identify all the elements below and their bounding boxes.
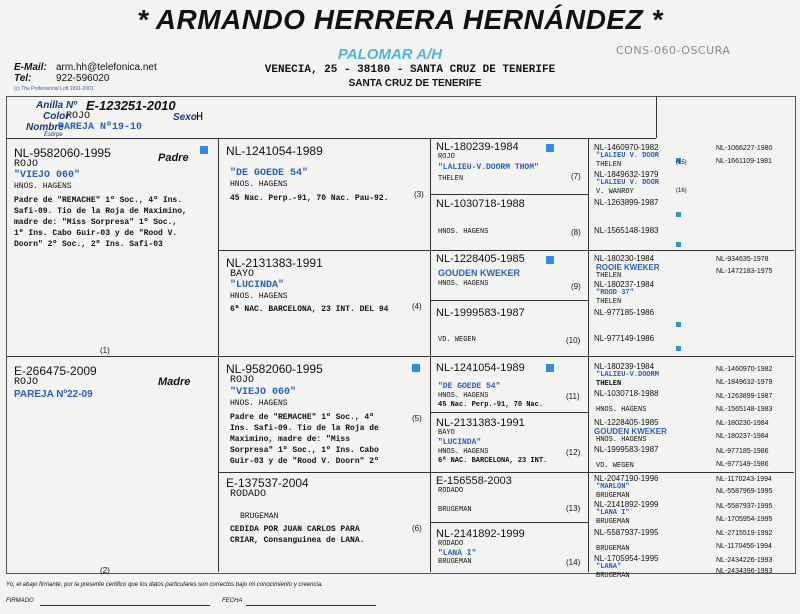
gen2-number: (6) [412, 524, 422, 533]
gen3-number: (14) [566, 558, 581, 567]
gen3-ring: NL-1999583-1987 [436, 307, 525, 319]
firmado-label: FIRMADO [6, 598, 34, 604]
gen3-owner: BRUGEMAN [438, 558, 472, 566]
gen5-ring: NL-2434396-1993 [716, 568, 773, 575]
gen4-name: "LALIEU-V.DOORM [596, 371, 660, 379]
sex-label: Sexo [173, 112, 197, 123]
gen4-owner: VD. WEGEN [596, 462, 634, 470]
subject-color: ROJO [66, 111, 91, 122]
gen4-ring: NL-180239-1984 [594, 362, 655, 371]
divider [430, 138, 431, 572]
color-square [412, 364, 420, 372]
tel-value: 922-596020 [56, 73, 110, 84]
color-square [546, 144, 554, 152]
gen3-number: (12) [566, 448, 581, 457]
gen2-ring: NL-1241054-1989 [226, 144, 323, 158]
gen4-owner: BRUGEMAN [596, 545, 630, 553]
madre-color: ROJO [14, 377, 39, 388]
gen4-ring: NL-977149-1986 [594, 334, 655, 343]
gen2-name: "LUCINDA" [230, 280, 285, 291]
madre-role: Madre [158, 376, 191, 388]
gen5-ring: NL-2715519-1992 [716, 530, 773, 537]
gen3-color: BAYO [438, 429, 455, 437]
gen4-name: GOUDEN KWEKER [594, 427, 667, 436]
gen3-ring: NL-1030718-1988 [436, 198, 525, 210]
email-value: arm.hh@telefonica.net [56, 62, 157, 73]
gen3-number: (7) [571, 172, 581, 181]
gen3-owner: HNOS. HAGENS [438, 280, 489, 288]
gen3-number: (13) [566, 504, 581, 513]
divider [218, 138, 219, 572]
estirpe-label: Estirpe [44, 132, 63, 138]
gen4-owner: THELEN [596, 161, 622, 169]
divider [218, 250, 794, 251]
gen3-number: (10) [566, 336, 581, 345]
color-label: Color [43, 111, 70, 122]
gen4-ring: NL-1030718-1988 [594, 389, 659, 398]
gen2-owner: HNOS. HAGENS [230, 292, 288, 301]
subject-name: PAREJA Nº19-10 [58, 122, 143, 133]
professional-loft-credit: (c) The Professional Loft 1991-2001 [14, 86, 94, 92]
divider [656, 96, 657, 138]
gen2-color: ROJO [230, 375, 255, 386]
gen3-extra: 6ª NAC. BARCELONA, 23 INT. [438, 457, 548, 465]
divider [430, 412, 588, 413]
color-square [676, 346, 681, 351]
gen5-ring: NL-1849632-1979 [716, 379, 773, 386]
gen4-owner: BRUGEMAN [596, 492, 630, 500]
handwritten-note: CONS-060-OSCURA [616, 44, 731, 57]
gen4-owner: HNOS. HAGENS [596, 406, 647, 414]
gen4-ring: NL-180237-1984 [594, 280, 655, 289]
gen3-ring: E-156558-2003 [436, 475, 512, 487]
gen5-ring: NL-977185-1986 [716, 448, 769, 455]
padre-description: Padre de "REMACHE" 1º Soc., 4º Ins. Safi-09. Tio de la Roja de Maximino, madre de: "Miss Sorpresa" 1º Soc., 1º Ins. Cabo Guir-03 y de "Rood V. Doorn" 2º Soc., 2º Ins. Safi-03 [14, 196, 187, 249]
date-line [246, 605, 376, 606]
gen2-ring: NL-9582060-1995 [226, 362, 323, 376]
color-square [676, 212, 681, 217]
gen3-name: "DE GOEDE 54" [438, 382, 501, 391]
gen3-name: "LUCINDA" [438, 438, 482, 447]
gen4-ring: NL-1849632-1979 [594, 170, 659, 179]
gen4-number: (16) [676, 188, 687, 194]
gen2-number: (5) [412, 414, 422, 423]
certification-text: Yo, el abajo firmante, por la presente certifico que los datos particulares son correctos bajo mi conocimiento y creencia. [6, 582, 323, 588]
gen3-number: (11) [566, 392, 580, 401]
subject-sex: H [196, 110, 204, 124]
gen4-name: "ROOD 37" [596, 289, 634, 297]
gen3-color: RODADO [438, 540, 464, 548]
gen4-ring: NL-977185-1986 [594, 308, 655, 317]
city: SANTA CRUZ DE TENERIFE [348, 78, 482, 89]
gen3-owner: HNOS. HAGENS [438, 448, 489, 456]
gen3-number: (9) [571, 282, 581, 291]
gen5-ring: NL-1661109-1981 [716, 158, 772, 165]
gen3-ring: NL-2131383-1991 [436, 417, 525, 429]
gen5-ring: NL-1472183-1975 [716, 268, 773, 275]
madre-name: PAREJA Nº22-09 [14, 389, 93, 400]
gen2-number: (3) [414, 190, 424, 199]
signature-line [40, 605, 210, 606]
gen3-ring: NL-2141892-1999 [436, 528, 525, 540]
gen4-name: "LALIEU V. DOOR [596, 179, 660, 187]
gen3-extra: 45 Nac. Perp.-91, 70 Nac. [438, 401, 544, 409]
padre-number: (1) [100, 346, 110, 355]
address: VENECIA, 25 - 38180 - SANTA CRUZ DE TENERIFE [264, 64, 556, 76]
tel-label: Tel: [14, 73, 32, 84]
gen5-ring: NL-5587969-1995 [716, 488, 773, 495]
gen3-name: GOUDEN KWEKER [438, 268, 521, 278]
gen2-description: CEDIDA POR JUAN CARLOS PARA CRIAR, Consanguinea de LANA. [230, 525, 365, 545]
gen5-ring: NL-1170243-1994 [716, 476, 772, 483]
gen4-ring: NL-2141892-1999 [594, 500, 659, 509]
gen4-ring: NL-1460970-1982 [594, 143, 659, 152]
gen2-color: BAYO [230, 269, 255, 280]
gen4-owner: THELEN [596, 272, 622, 280]
gen5-ring: NL-1460970-1982 [716, 366, 773, 373]
gen4-owner: V. WANROY [596, 188, 634, 196]
gen2-ring: E-137537-2004 [226, 476, 309, 490]
gen5-ring: NL-180230-1984 [716, 420, 769, 427]
gen3-color: RODADO [438, 487, 464, 495]
padre-owner: HNOS. HAGENS [14, 182, 72, 191]
gen5-ring: NL-180237-1984 [716, 433, 769, 440]
gen4-owner: HNOS. HAGENS [596, 436, 647, 444]
color-square [546, 256, 554, 264]
gen2-ring: NL-2131383-1991 [226, 256, 323, 270]
gen5-ring: NL-5587937-1995 [716, 503, 773, 510]
gen4-ring: NL-1228405-1985 [594, 418, 659, 427]
gen4-name: "MARLON" [596, 483, 630, 491]
gen5-ring: NL-2434226-1993 [716, 557, 773, 564]
gen4-name: "LANA" [596, 563, 622, 571]
gen4-ring: NL-1705954-1995 [594, 554, 659, 563]
gen4-owner: THELEN [596, 298, 622, 306]
gen4-ring: NL-1565148-1983 [594, 226, 659, 235]
gen3-name: "LANA I" [438, 549, 477, 558]
gen2-owner: BRUGEMAN [240, 512, 279, 521]
subject-ring: E-123251-2010 [86, 98, 176, 113]
padre-name: "VIEJO 060" [14, 170, 81, 181]
gen5-ring: NL-1170456-1994 [716, 543, 772, 550]
gen2-description: 6ª NAC. BARCELONA, 23 INT. DEL 94 [230, 305, 389, 314]
gen2-description: 45 Nac. Perp.-91, 70 Nac. Pau-92. [230, 194, 389, 203]
gen3-ring: NL-1241054-1989 [436, 362, 525, 374]
color-square [200, 146, 208, 154]
ring-label: Anilla Nº [36, 100, 77, 111]
gen4-ring: NL-1263899-1987 [594, 198, 659, 207]
gen3-owner: BRUGEMAN [438, 506, 472, 514]
fecha-label: FECHA [222, 598, 243, 604]
divider [430, 522, 588, 523]
gen5-ring: NL-977149-1986 [716, 461, 769, 468]
padre-ring: NL-9582060-1995 [14, 146, 111, 160]
madre-ring: E-266475-2009 [14, 364, 97, 378]
gen3-color: ROJO [438, 153, 455, 161]
color-square [676, 242, 681, 247]
gen3-ring: NL-180239-1984 [436, 141, 519, 153]
divider [430, 194, 588, 195]
gen3-owner: THELEN [438, 175, 464, 183]
gen5-ring: NL-1565148-1983 [716, 406, 773, 413]
gen2-owner: HNOS. HAGENS [230, 399, 288, 408]
divider [218, 472, 794, 473]
gen2-name: "DE GOEDE 54" [230, 168, 309, 179]
gen4-ring: NL-2047190-1996 [594, 474, 659, 483]
gen4-name: ROOIE KWEKER [596, 263, 660, 272]
gen4-number: (15) [676, 160, 687, 166]
gen5-ring: NL-934635-1978 [716, 256, 769, 263]
divider [6, 356, 794, 357]
gen4-ring: NL-5587937-1995 [594, 528, 659, 537]
gen4-name: "LANA I" [596, 509, 630, 517]
gen4-ring: NL-1999583-1987 [594, 445, 659, 454]
color-square [676, 322, 681, 327]
gen3-number: (8) [571, 228, 581, 237]
gen4-owner: BRUGEMAN [596, 572, 630, 580]
gen4-owner: THELEN [596, 380, 622, 388]
gen3-owner: HNOS. HAGENS [438, 392, 489, 400]
gen2-owner: HNOS. HAGENS [230, 180, 288, 189]
pedigree-frame [6, 96, 796, 574]
gen4-ring: NL-180230-1984 [594, 254, 655, 263]
gen4-owner: BRUGEMAN [596, 518, 630, 526]
madre-number: (2) [100, 566, 110, 575]
gen5-ring: NL-1705954-1995 [716, 516, 773, 523]
padre-color: ROJO [14, 159, 39, 170]
gen3-ring: NL-1228405-1985 [436, 253, 525, 265]
loft-name: PALOMAR A/H [337, 46, 443, 63]
gen2-name: "VIEJO 060" [230, 387, 297, 398]
color-square [546, 364, 554, 372]
padre-role: Padre [158, 152, 189, 164]
divider [6, 138, 656, 139]
gen2-number: (4) [412, 302, 422, 311]
gen3-owner: VD. WEGEN [438, 336, 476, 344]
gen3-owner: HNOS. HAGENS [438, 228, 489, 236]
gen5-ring: NL-1066227-1980 [716, 145, 773, 152]
divider [588, 138, 589, 572]
divider [430, 300, 588, 301]
gen2-description: Padre de "REMACHE" 1º Soc., 4º Ins. Safi-09. Tio de la Roja de Maximino, madre de: "Miss Sorpresa" 1º Soc., 1º Ins. Cabo Guir-03 y de "Rood V. Doorn" 2º [230, 413, 379, 466]
name-label: Nombre [26, 122, 64, 133]
gen2-color: RODADO [230, 489, 267, 500]
email-label: E-Mail: [14, 62, 47, 73]
gen5-ring: NL-1263899-1987 [716, 393, 773, 400]
gen4-name: "LALIEU V. DOOR [596, 152, 660, 160]
gen3-name: "LALIEU-V.DOORM THOM" [438, 163, 539, 172]
breeder-name: * ARMANDO HERRERA HERNÁNDEZ * [137, 4, 663, 35]
